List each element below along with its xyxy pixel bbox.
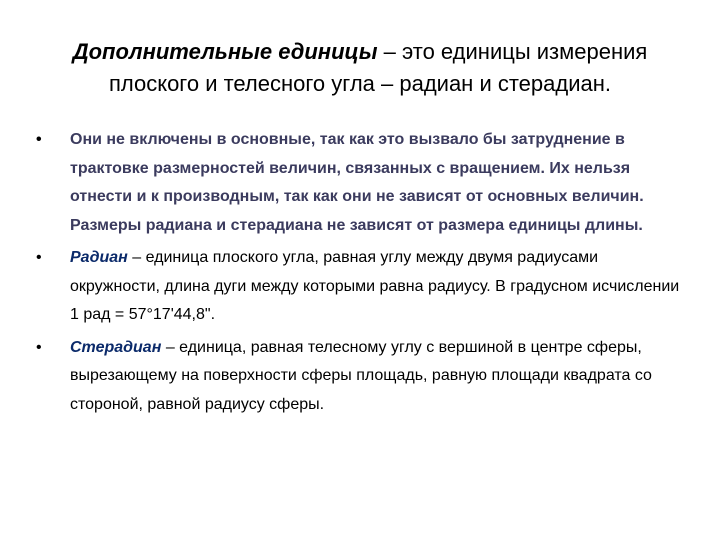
slide-title — [30, 36, 690, 100]
title-definition: – это единицы измерения плоского и телесного угла – радиан и стерадиан. — [108, 39, 648, 96]
bullet-marker: • — [36, 338, 42, 356]
bullet-text: Они не включены в основные, так как это вызвало бы затруднение в трактовке размерностей величин, связанных с вращением. Их нельзя отнести и к производным, так как они не зависят от основных величин. Размеры радиана и стерадиана не зависят от размера единицы длины. — [70, 131, 644, 234]
bullet-list — [36, 126, 686, 423]
steradian-term: Стерадиан — [70, 338, 162, 356]
bullet-marker: • — [36, 249, 42, 266]
bullet-item-radian — [36, 244, 686, 330]
bullet-item-base-units — [36, 126, 686, 240]
bullet-marker: • — [36, 131, 42, 148]
bullet-text: – единица плоского угла, равная углу между двумя радиусами окружности, длина дуги между которыми равна радиусу. В градусном исчислении 1 рад = 57°17'44,8". — [70, 249, 680, 323]
title-term: Дополнительные единицы — [72, 39, 378, 64]
radian-term: Радиан — [70, 249, 128, 266]
bullet-item-steradian — [36, 334, 686, 420]
bullet-text: – единица, равная телесному углу с вершиной в центре сферы, вырезающему на поверхности сферы площадь, равную площади квадрата со стороной, равной радиусу сферы. — [70, 338, 652, 413]
